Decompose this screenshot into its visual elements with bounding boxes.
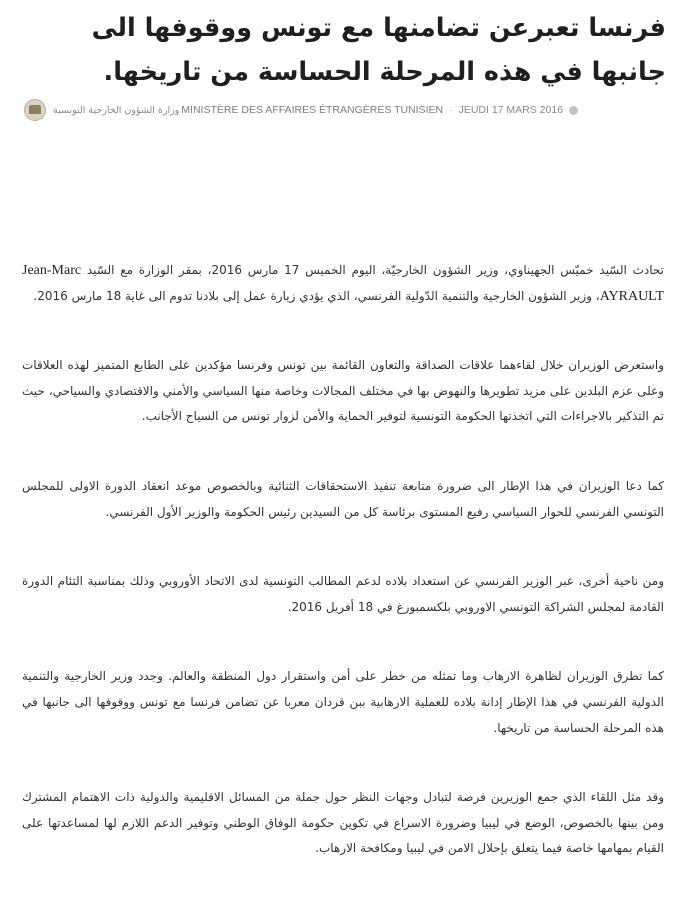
author-avatar[interactable] [24, 99, 46, 121]
article-meta [24, 98, 584, 122]
paragraph-3: كما دعا الوزيران في هذا الإطار الى ضرورة متابعة تنفيذ الاستحقاقات الثنائية وبالخصوص موعد انعقاد الدورة الاولى للمجلس التونسي الفرنسي للحوار السياسي رفيع المستوى برئاسة كل من السيدين رئيس الحكومة والوزير الأول الفرنسي. [22, 478, 664, 519]
paragraph-5: كما تطرق الوزيران لظاهرة الارهاب وما تمثله من خطر على أمن واستقرار دول المنطقة والعالم. وجدد وزير الخارجية والتنمية الدولية الفرنسي في هذا الإطار إدانة بلاده للعملية الارهابية ببن قردان معربا عن تضامن فرنسا مع تونس ووقوفها الى جانبها في هذه المرحلة الحساسة من تاريخها. [22, 669, 664, 735]
paragraph-1 [22, 258, 664, 309]
author-link-arabic[interactable]: وزارة الشؤون الخارجية التونسية [53, 104, 180, 116]
paragraph-1-text-a: تحادث السّيد خميّس الجهيناوي، وزير الشؤون الخارجيّة، اليوم الخميس 17 مارس 2016، بمقر الوزارة مع السّيد [81, 263, 665, 277]
comment-icon[interactable] [569, 106, 578, 115]
paragraph-4: ومن ناحية أخرى، عبر الوزير الفرنسي عن استعداد بلاده لدعم المطالب التونسية لدى الاتحاد الأوروبي وذلك بمناسبة التئام الدورة القادمة لمجلس الشراكة التونسي الاوروبي بلكسمبورغ في 18 أفريل 2016. [22, 574, 664, 614]
paragraph-6: وقد مثل اللقاء الذي جمع الوزيرين فرصة لتبادل وجهات النظر حول جملة من المسائل الاقليمية والدولية ذات الاهتمام المشترك ومن بينها بالخصوص، الوضع في ليبيا وضرورة الاسراع في تكوين حكومة الوفاق الوطني وتوفير الدعم اللازم لها لمساعدتها على القيام بمهامها خاصة فيما يتعلق بإحلال الامن في ليبيا ومكافحة الارهاب. [22, 790, 664, 856]
paragraph-2: واستعرض الوزيران خلال لقاءهما علاقات الصداقة والتعاون القائمة بين تونس وفرنسا مؤكدين على الطابع المتميز لهذه العلاقات وعلى عزم البلدين على مزيد تطويرها والنهوض بها في مختلف المجالات وخاصة منها السياسي والأمني والاقتصادي والسياحي، حيث تم التذكير بالاجراءات التي اتخذتها الحكومة التونسية لتوفير الحماية والأمن لزوار تونس من السياح الأجانب. [22, 358, 664, 424]
article-body [22, 258, 664, 906]
article-title: فرنسا تعبرعن تضامنها مع تونس ووقوفها الى جانبها في هذه المرحلة الحساسة من تاريخها. [91, 13, 666, 87]
meta-separator: · [449, 104, 453, 116]
paragraph-1-text-b: ، وزير الشؤون الخارجية والتنمية الدّولية الفرنسي، الذي يؤدي زيارة عمل إلى بلادنا تدوم الى غاية 18 مارس 2016. [33, 288, 600, 303]
author-link-french[interactable]: MINISTÈRE DES AFFAIRES ÉTRANGÈRES TUNISIEN [181, 104, 444, 116]
publish-date: JEUDI 17 MARS 2016 [458, 104, 564, 116]
paragraph-1-name: Jean-Marc AYRAULT [22, 263, 664, 304]
